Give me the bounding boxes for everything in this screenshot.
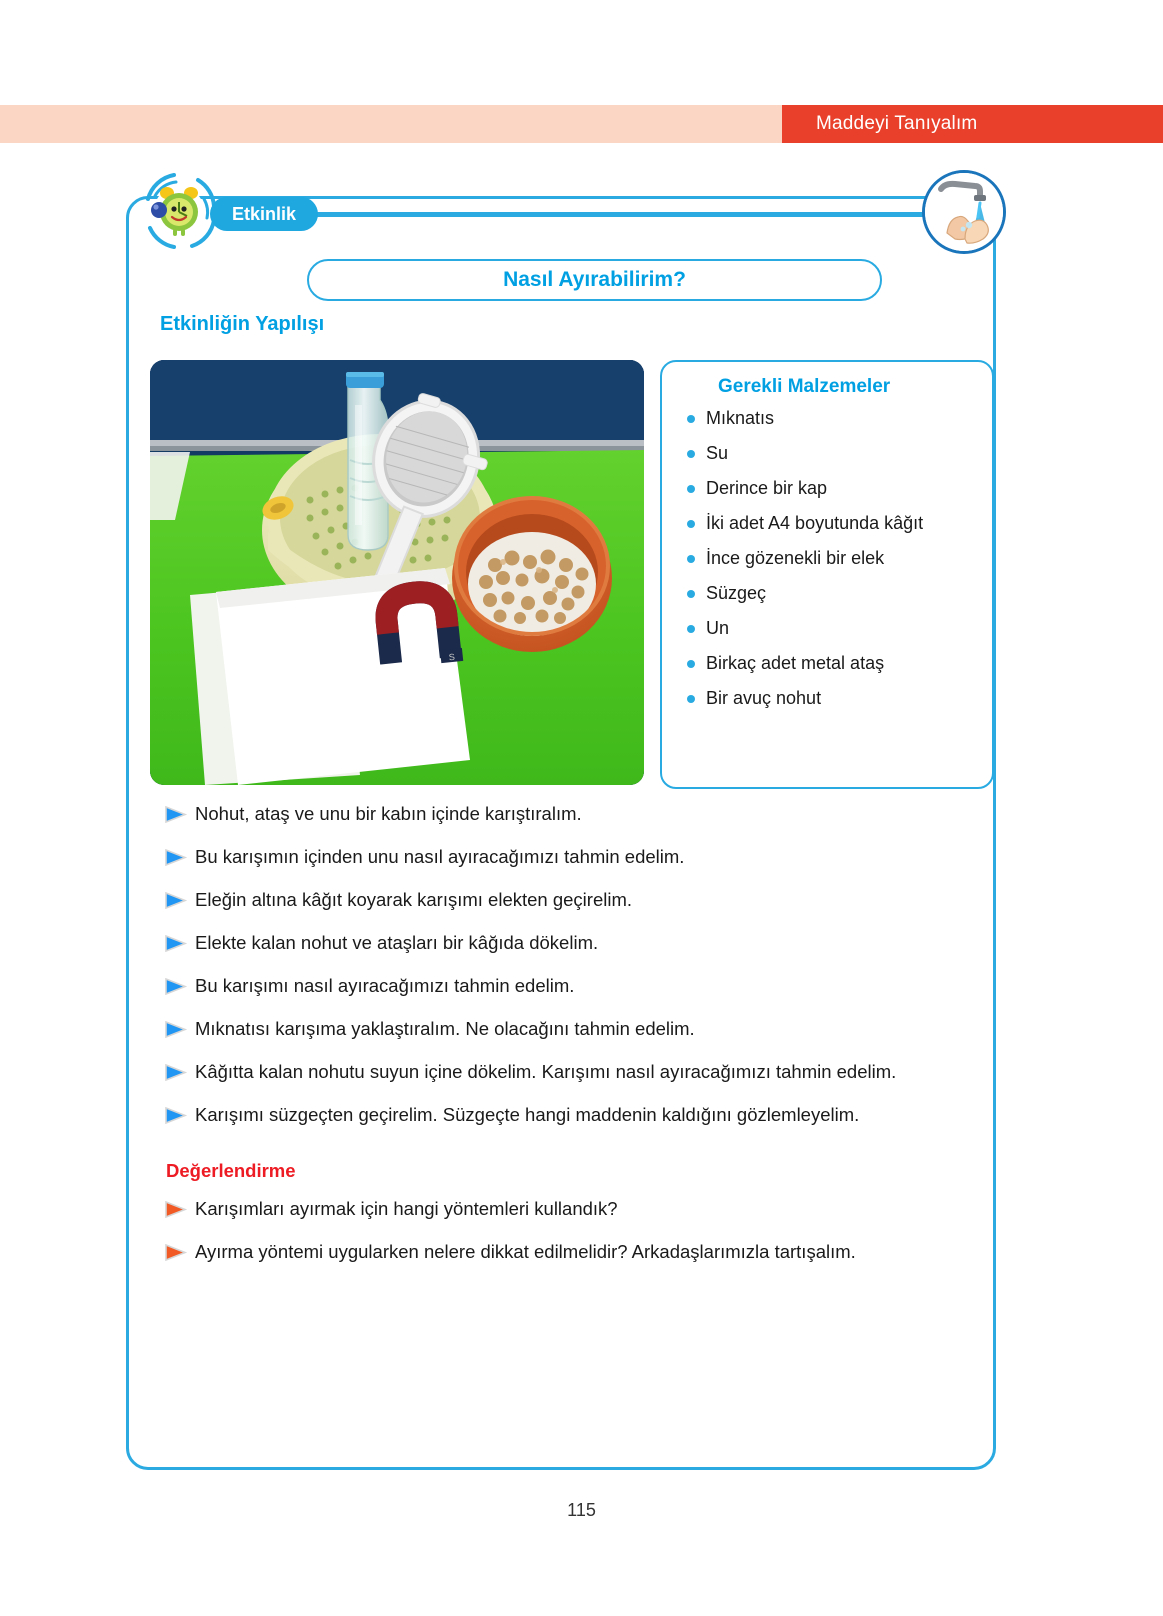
blue-triangle-bullet-icon	[163, 1021, 189, 1038]
activity-title-box	[307, 259, 882, 301]
material-item: İki adet A4 boyutunda kâğıt	[684, 513, 982, 533]
step-item	[138, 803, 984, 825]
evaluation-heading: Değerlendirme	[166, 1160, 296, 1181]
step-text: Eleğin altına kâğıt koyarak karışımı elekten geçirelim.	[195, 889, 632, 910]
material-item: Süzgeç	[684, 583, 982, 603]
blue-triangle-bullet-icon	[163, 806, 189, 823]
evaluation-question-text: Karışımları ayırmak için hangi yöntemleri kullandık?	[195, 1198, 618, 1219]
evaluation-question-item	[138, 1198, 984, 1220]
etkinlik-badge: Etkinlik	[210, 197, 318, 231]
evaluation-question-item	[138, 1241, 984, 1263]
svg-text:S: S	[448, 651, 456, 663]
activity-title: Nasıl Ayırabilirim?	[503, 268, 686, 291]
material-item: Su	[684, 443, 982, 463]
evaluation-question-text: Ayırma yöntemi uygularken nelere dikkat edilmelidir? Arkadaşlarımızla tartışalım.	[195, 1241, 856, 1262]
step-item	[138, 975, 984, 997]
blue-triangle-bullet-icon	[163, 1064, 189, 1081]
material-item: Derince bir kap	[684, 478, 982, 498]
material-item: Bir avuç nohut	[684, 688, 982, 708]
step-item	[138, 889, 984, 911]
step-text: Bu karışımı nasıl ayıracağımızı tahmin edelim.	[195, 975, 575, 996]
activity-photo	[150, 360, 644, 785]
header-tint-band	[0, 105, 782, 143]
chapter-header-band	[0, 105, 1163, 143]
step-text: Elekte kalan nohut ve ataşları bir kâğıda dökelim.	[195, 932, 599, 953]
step-text: Nohut, ataş ve unu bir kabın içinde karıştıralım.	[195, 803, 582, 824]
chapter-title: Maddeyi Tanıyalım	[816, 113, 978, 134]
materials-box	[660, 360, 994, 789]
blue-triangle-bullet-icon	[163, 892, 189, 909]
step-text: Bu karışımın içinden unu nasıl ayıracağımızı tahmin edelim.	[195, 846, 685, 867]
procedure-heading: Etkinliğin Yapılışı	[160, 313, 325, 335]
materials-list	[684, 408, 982, 708]
step-item	[138, 932, 984, 954]
material-item: Un	[684, 618, 982, 638]
materials-title: Gerekli Malzemeler	[718, 376, 891, 397]
page-number: 115	[567, 1500, 596, 1520]
orange-triangle-bullet-icon	[163, 1244, 189, 1261]
step-item	[138, 846, 984, 868]
orange-triangle-bullet-icon	[163, 1201, 189, 1218]
blue-triangle-bullet-icon	[163, 935, 189, 952]
material-item: Mıknatıs	[684, 408, 982, 428]
blue-triangle-bullet-icon	[163, 849, 189, 866]
procedure-steps	[138, 803, 984, 1284]
blue-triangle-bullet-icon	[163, 978, 189, 995]
step-text: Karışımı süzgeçten geçirelim. Süzgeçte hangi maddenin kaldığını gözlemleyelim.	[195, 1104, 860, 1125]
step-item	[138, 1018, 984, 1040]
material-item: İnce gözenekli bir elek	[684, 548, 982, 568]
hand-washing-icon	[922, 170, 1006, 254]
blue-triangle-bullet-icon	[163, 1107, 189, 1124]
material-item: Birkaç adet metal ataş	[684, 653, 982, 673]
badge-connector-line	[300, 212, 940, 217]
step-item	[138, 1061, 984, 1083]
step-item	[138, 1104, 984, 1126]
step-text: Kâğıtta kalan nohutu suyun içine dökelim. Karışımı nasıl ayıracağımızı tahmin edelim.	[195, 1061, 897, 1082]
step-text: Mıknatısı karışıma yaklaştıralım. Ne olacağını tahmin edelim.	[195, 1018, 695, 1039]
